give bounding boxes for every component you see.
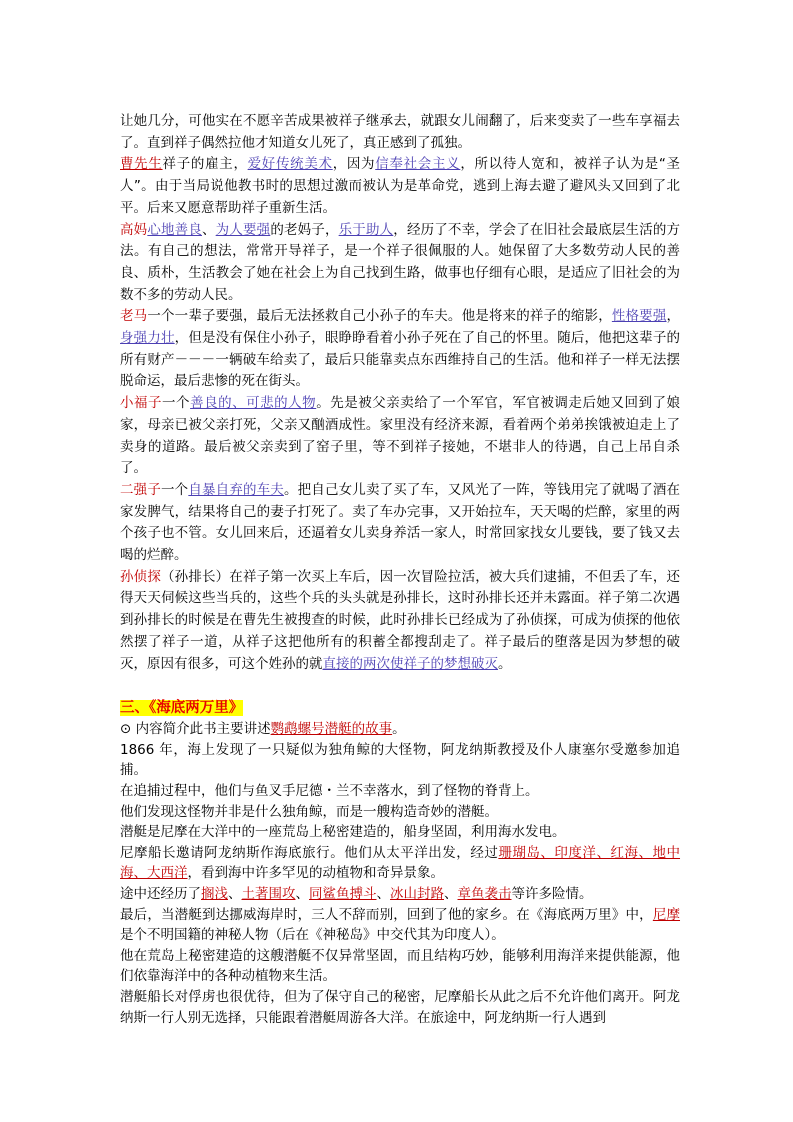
highlighted-term: 高妈 bbox=[120, 221, 148, 238]
paragraph-mr-cao bbox=[120, 154, 680, 219]
text-run: ，看到海中许多罕见的动植物和奇异景象。 bbox=[187, 865, 444, 882]
highlighted-term[interactable]: 自暴自弃的车夫 bbox=[188, 481, 284, 498]
highlighted-term[interactable]: 直接的两次使祥子的梦想破灭 bbox=[322, 655, 498, 672]
highlighted-term[interactable]: 乐于助人 bbox=[338, 221, 394, 238]
highlighted-term: 小福子 bbox=[120, 395, 163, 412]
text-run: 等许多险情。 bbox=[511, 886, 593, 903]
summary-paragraph bbox=[120, 719, 680, 740]
text-run: ，因为 bbox=[332, 156, 376, 173]
text-run: 一个一辈子要强，最后无法拯救自己小孙子的车夫。他是将来的祥子的缩影， bbox=[147, 308, 612, 325]
highlighted-term[interactable]: 曹先生 bbox=[120, 156, 163, 173]
highlighted-term: 二强子 bbox=[120, 481, 161, 498]
highlighted-term[interactable]: 信奉社会主义 bbox=[375, 156, 461, 173]
twenty-thousand-leagues-summary bbox=[120, 719, 680, 1028]
text-run: 、 bbox=[295, 886, 309, 903]
paragraph-xiao-fuzi bbox=[120, 393, 680, 480]
text-run: （孙排长）在祥子第一次买上车后，因一次冒险拉活，被大兵们逮捕，不但丢了车，还得天天伺候这些当兵的，这些个兵的头头就是孙排长，这时孙排长还并未露面。祥子第二次遇到孙排长的时候是在曹先生被搜查的时候，此时孙排长已经成为了孙侦探，可成为侦探的他依然摆了祥子一道，从祥子这把他所有的积蓄全都搜刮走了。祥子最后的堕落是因为梦想的破灭，原因有很多，可这个姓孙的就 bbox=[120, 568, 681, 672]
paragraph-sun-detective bbox=[120, 567, 680, 676]
summary-paragraph bbox=[120, 905, 680, 946]
text-run: 。 bbox=[498, 655, 512, 672]
text-run: ， bbox=[666, 308, 681, 325]
text-run: 在追捕过程中，他们与鱼叉手尼德・兰不幸落水，到了怪物的脊背上。 bbox=[120, 783, 539, 800]
summary-paragraph bbox=[120, 802, 680, 823]
text-run: 一个 bbox=[162, 395, 191, 412]
highlighted-term[interactable]: 身强力壮 bbox=[120, 330, 175, 347]
section-title: 三、《海底两万里》 bbox=[120, 700, 244, 717]
text-run: 祥子的雇主， bbox=[162, 156, 248, 173]
highlighted-term[interactable]: 爱好传统美术 bbox=[247, 156, 333, 173]
text-run: 途中还经历了 bbox=[120, 886, 201, 903]
text-run: 。把自己女儿卖了买了车，又风光了一阵，等钱用完了就喝了酒在家发脾气，结果将自己的妻子打死了。卖了车办完事，又开始拉车，天天喝的烂醉，家里的两个孩子也不管。女儿回来后，还逼着女儿卖身养活一家人，时常回家找女儿要钱，要了钱又去喝的烂醉。 bbox=[120, 481, 681, 564]
text-run: 他们发现这怪物并非是什么独角鲸，而是一艘构造奇妙的潜艇。 bbox=[120, 803, 498, 820]
text-run: 、 bbox=[201, 221, 216, 238]
text-run: 、 bbox=[228, 886, 242, 903]
text-run: 尼摩船长邀请阿龙纳斯作海底旅行。他们从太平洋出发，经过 bbox=[120, 844, 499, 861]
text-run: 潜艇是尼摩在大洋中的一座荒岛上秘密建造的，船身坚固，利用海水发电。 bbox=[120, 824, 566, 841]
text-run: ，经历了不幸，学会了在旧社会最底层生活的方法。有自己的想法，常常开导祥子，是一个祥子很佩服的人。她保留了大多数劳动人民的善良、质朴，生活教会了她在社会上为自己找到生路，做事也仔细有心眼，是适应了旧社会的为数不多的劳动人民。 bbox=[120, 221, 681, 303]
camel-xiangzi-characters bbox=[120, 111, 680, 675]
highlighted-term[interactable]: 鹦鹉螺号潜艇的故事 bbox=[270, 721, 393, 738]
document-page bbox=[120, 111, 680, 1028]
text-run: ，所以待人宽和，被祥子认为是“圣人”。由于当局说他教书时的思想过激而被认为是革命党，逃到上海去避了避风头又回到了北平。后来又愿意帮助祥子重新生活。 bbox=[120, 156, 681, 216]
highlighted-term[interactable]: 冰山封路 bbox=[390, 886, 444, 903]
summary-paragraph bbox=[120, 740, 680, 781]
highlighted-term[interactable]: 尼摩 bbox=[652, 906, 681, 923]
paragraph-liu-siye-ending bbox=[120, 111, 680, 154]
highlighted-term[interactable]: 善良的、可悲的人物 bbox=[190, 395, 317, 412]
text-run: ⊙ 内容简介此书主要讲述 bbox=[120, 721, 271, 738]
text-run: 的老妈子， bbox=[270, 221, 339, 238]
summary-paragraph bbox=[120, 781, 680, 802]
paragraph-er-qiangzi bbox=[120, 480, 680, 567]
text-run: 最后，当潜艇到达挪威海岸时，三人不辞而别，回到了他的家乡。在《海底两万里》中， bbox=[120, 906, 653, 923]
highlighted-term: 老马 bbox=[120, 308, 148, 325]
text-run: 。 bbox=[392, 721, 406, 738]
text-run: 是个不明国籍的神秘人物（后在《神秘岛》中交代其为印度人）。 bbox=[120, 927, 505, 944]
highlighted-term[interactable]: 性格要强 bbox=[611, 308, 667, 325]
text-run: 一个 bbox=[161, 481, 189, 498]
highlighted-term[interactable]: 心地善良 bbox=[147, 221, 202, 238]
text-run: ，但是没有保住小孙子，眼睁睁看着小孙子死在了自己的怀里。随后，他把这辈子的所有财产－－－一辆破车给卖了，最后只能靠卖点东西维持自己的生活。他和祥子一样无法摆脱命运，最后悲惨的死在街头。 bbox=[120, 330, 681, 390]
summary-paragraph bbox=[120, 884, 680, 905]
highlighted-term[interactable]: 章鱼袭击 bbox=[457, 886, 512, 903]
text-run: 让她几分，可他实在不愿辛苦成果被祥子继承去，就跟女儿闹翻了，后来变卖了一些车享福去了。直到祥子偶然拉他才知道女儿死了，真正感到了孤独。 bbox=[120, 113, 680, 151]
section-heading bbox=[120, 697, 680, 719]
highlighted-term[interactable]: 搁浅 bbox=[201, 886, 228, 903]
summary-paragraph bbox=[120, 946, 680, 987]
highlighted-term[interactable]: 珊瑚岛、印度洋、红海、地中海、大西洋 bbox=[120, 844, 681, 882]
summary-paragraph bbox=[120, 987, 680, 1028]
paragraph-lao-ma bbox=[120, 306, 680, 393]
highlighted-term[interactable]: 同鲨鱼搏斗 bbox=[309, 886, 377, 903]
highlighted-term[interactable]: 土著围攻 bbox=[241, 886, 296, 903]
paragraph-gao-ma bbox=[120, 220, 680, 307]
text-run: 潜艇船长对俘虏也很优待，但为了保守自己的秘密，尼摩船长从此之后不允许他们离开。阿龙纳斯一行人别无选择，只能跟着潜艇周游各大洋。在旅途中，阿龙纳斯一行人遇到 bbox=[120, 989, 680, 1026]
highlighted-term[interactable]: 为人要强 bbox=[215, 221, 271, 238]
text-run: 1866 年，海上发现了一只疑似为独角鲸的大怪物，阿龙纳斯教授及仆人康塞尔受邀参加追捕。 bbox=[120, 741, 680, 779]
summary-paragraph bbox=[120, 822, 680, 843]
text-run: 、 bbox=[444, 886, 458, 903]
text-run: 、 bbox=[376, 886, 390, 903]
summary-paragraph bbox=[120, 843, 680, 884]
highlighted-term: 孙侦探 bbox=[120, 568, 161, 585]
text-run: 。先是被父亲卖给了一个军官，军官被调走后她又回到了娘家，母亲已被父亲打死，父亲又酗酒成性。家里没有经济来源，看着两个弟弟挨饿被迫走上了卖身的道路。最后被父亲卖到了窑子里，等不到祥子接她，不堪非人的待遇，自己上吊自杀了。 bbox=[120, 395, 681, 477]
text-run: 他在荒岛上秘密建造的这艘潜艇不仅异常坚固，而且结构巧妙，能够利用海洋来提供能源，他们依靠海洋中的各种动植物来生活。 bbox=[120, 947, 680, 985]
